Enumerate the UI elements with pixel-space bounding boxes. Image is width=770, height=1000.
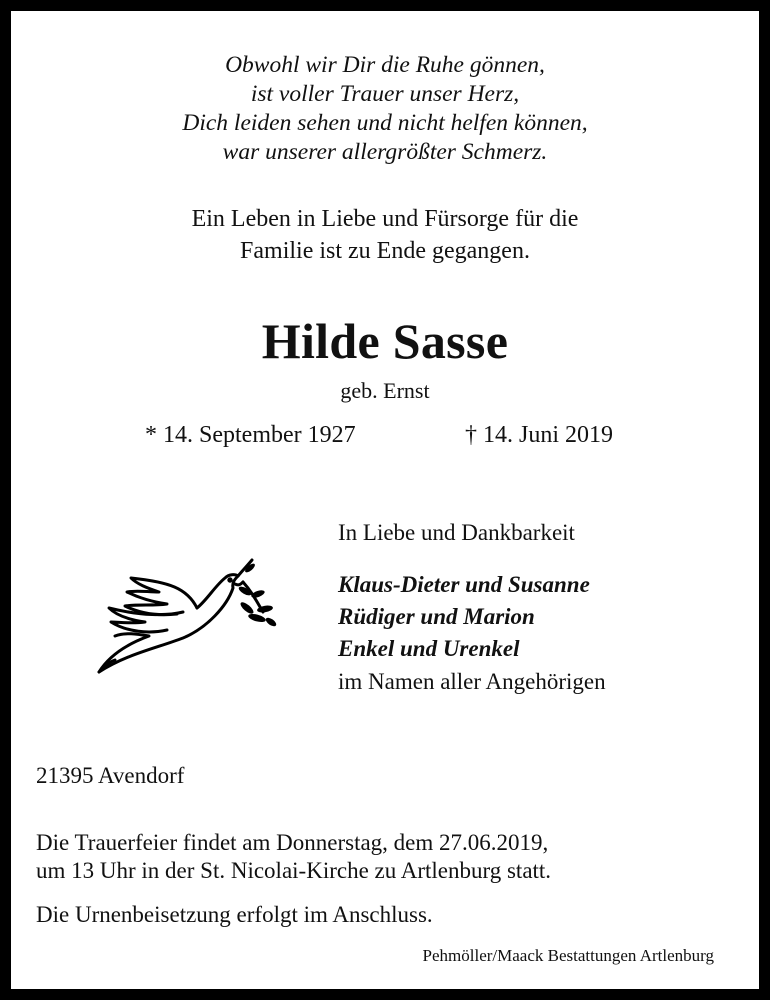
intro-text — [11, 203, 759, 267]
family-name-1: Klaus-Dieter und Susanne — [338, 572, 590, 597]
birth-date: * 14. September 1927 — [145, 422, 356, 448]
ceremony-line-2: um 13 Uhr in der St. Nicolai-Kirche zu Artlenburg statt. — [36, 858, 552, 883]
behalf-line: im Namen aller Angehörigen — [338, 669, 606, 694]
dove-with-olive-branch-icon — [87, 556, 277, 681]
death-date: † 14. Juni 2019 — [465, 422, 614, 448]
poem-line-2: ist voller Trauer unser Herz, — [250, 81, 520, 107]
family-names — [338, 569, 590, 665]
family-name-3: Enkel und Urenkel — [338, 636, 520, 661]
residence: 21395 Avendorf — [36, 763, 185, 788]
poem-line-4: war unserer allergrößter Schmerz. — [222, 139, 548, 165]
maiden-name: geb. Ernst — [340, 378, 430, 403]
family-name-2: Rüdiger und Marion — [338, 604, 535, 629]
deceased-name: Hilde Sasse — [261, 313, 509, 369]
ceremony-info — [36, 829, 551, 885]
thanks-line: In Liebe und Dankbarkeit — [338, 520, 575, 545]
poem — [11, 51, 759, 167]
undertaker-name: Pehmöller/Maack Bestattungen Artlenburg — [422, 946, 714, 965]
burial-info: Die Urnenbeisetzung erfolgt im Anschluss. — [36, 902, 433, 927]
intro-line-2: Familie ist zu Ende gegangen. — [240, 238, 530, 264]
intro-line-1: Ein Leben in Liebe und Fürsorge für die — [191, 206, 579, 232]
ceremony-line-1: Die Trauerfeier findet am Donnerstag, dem 27.06.2019, — [36, 830, 549, 855]
poem-line-1: Obwohl wir Dir die Ruhe gönnen, — [225, 52, 545, 78]
poem-line-3: Dich leiden sehen und nicht helfen können, — [182, 110, 588, 136]
